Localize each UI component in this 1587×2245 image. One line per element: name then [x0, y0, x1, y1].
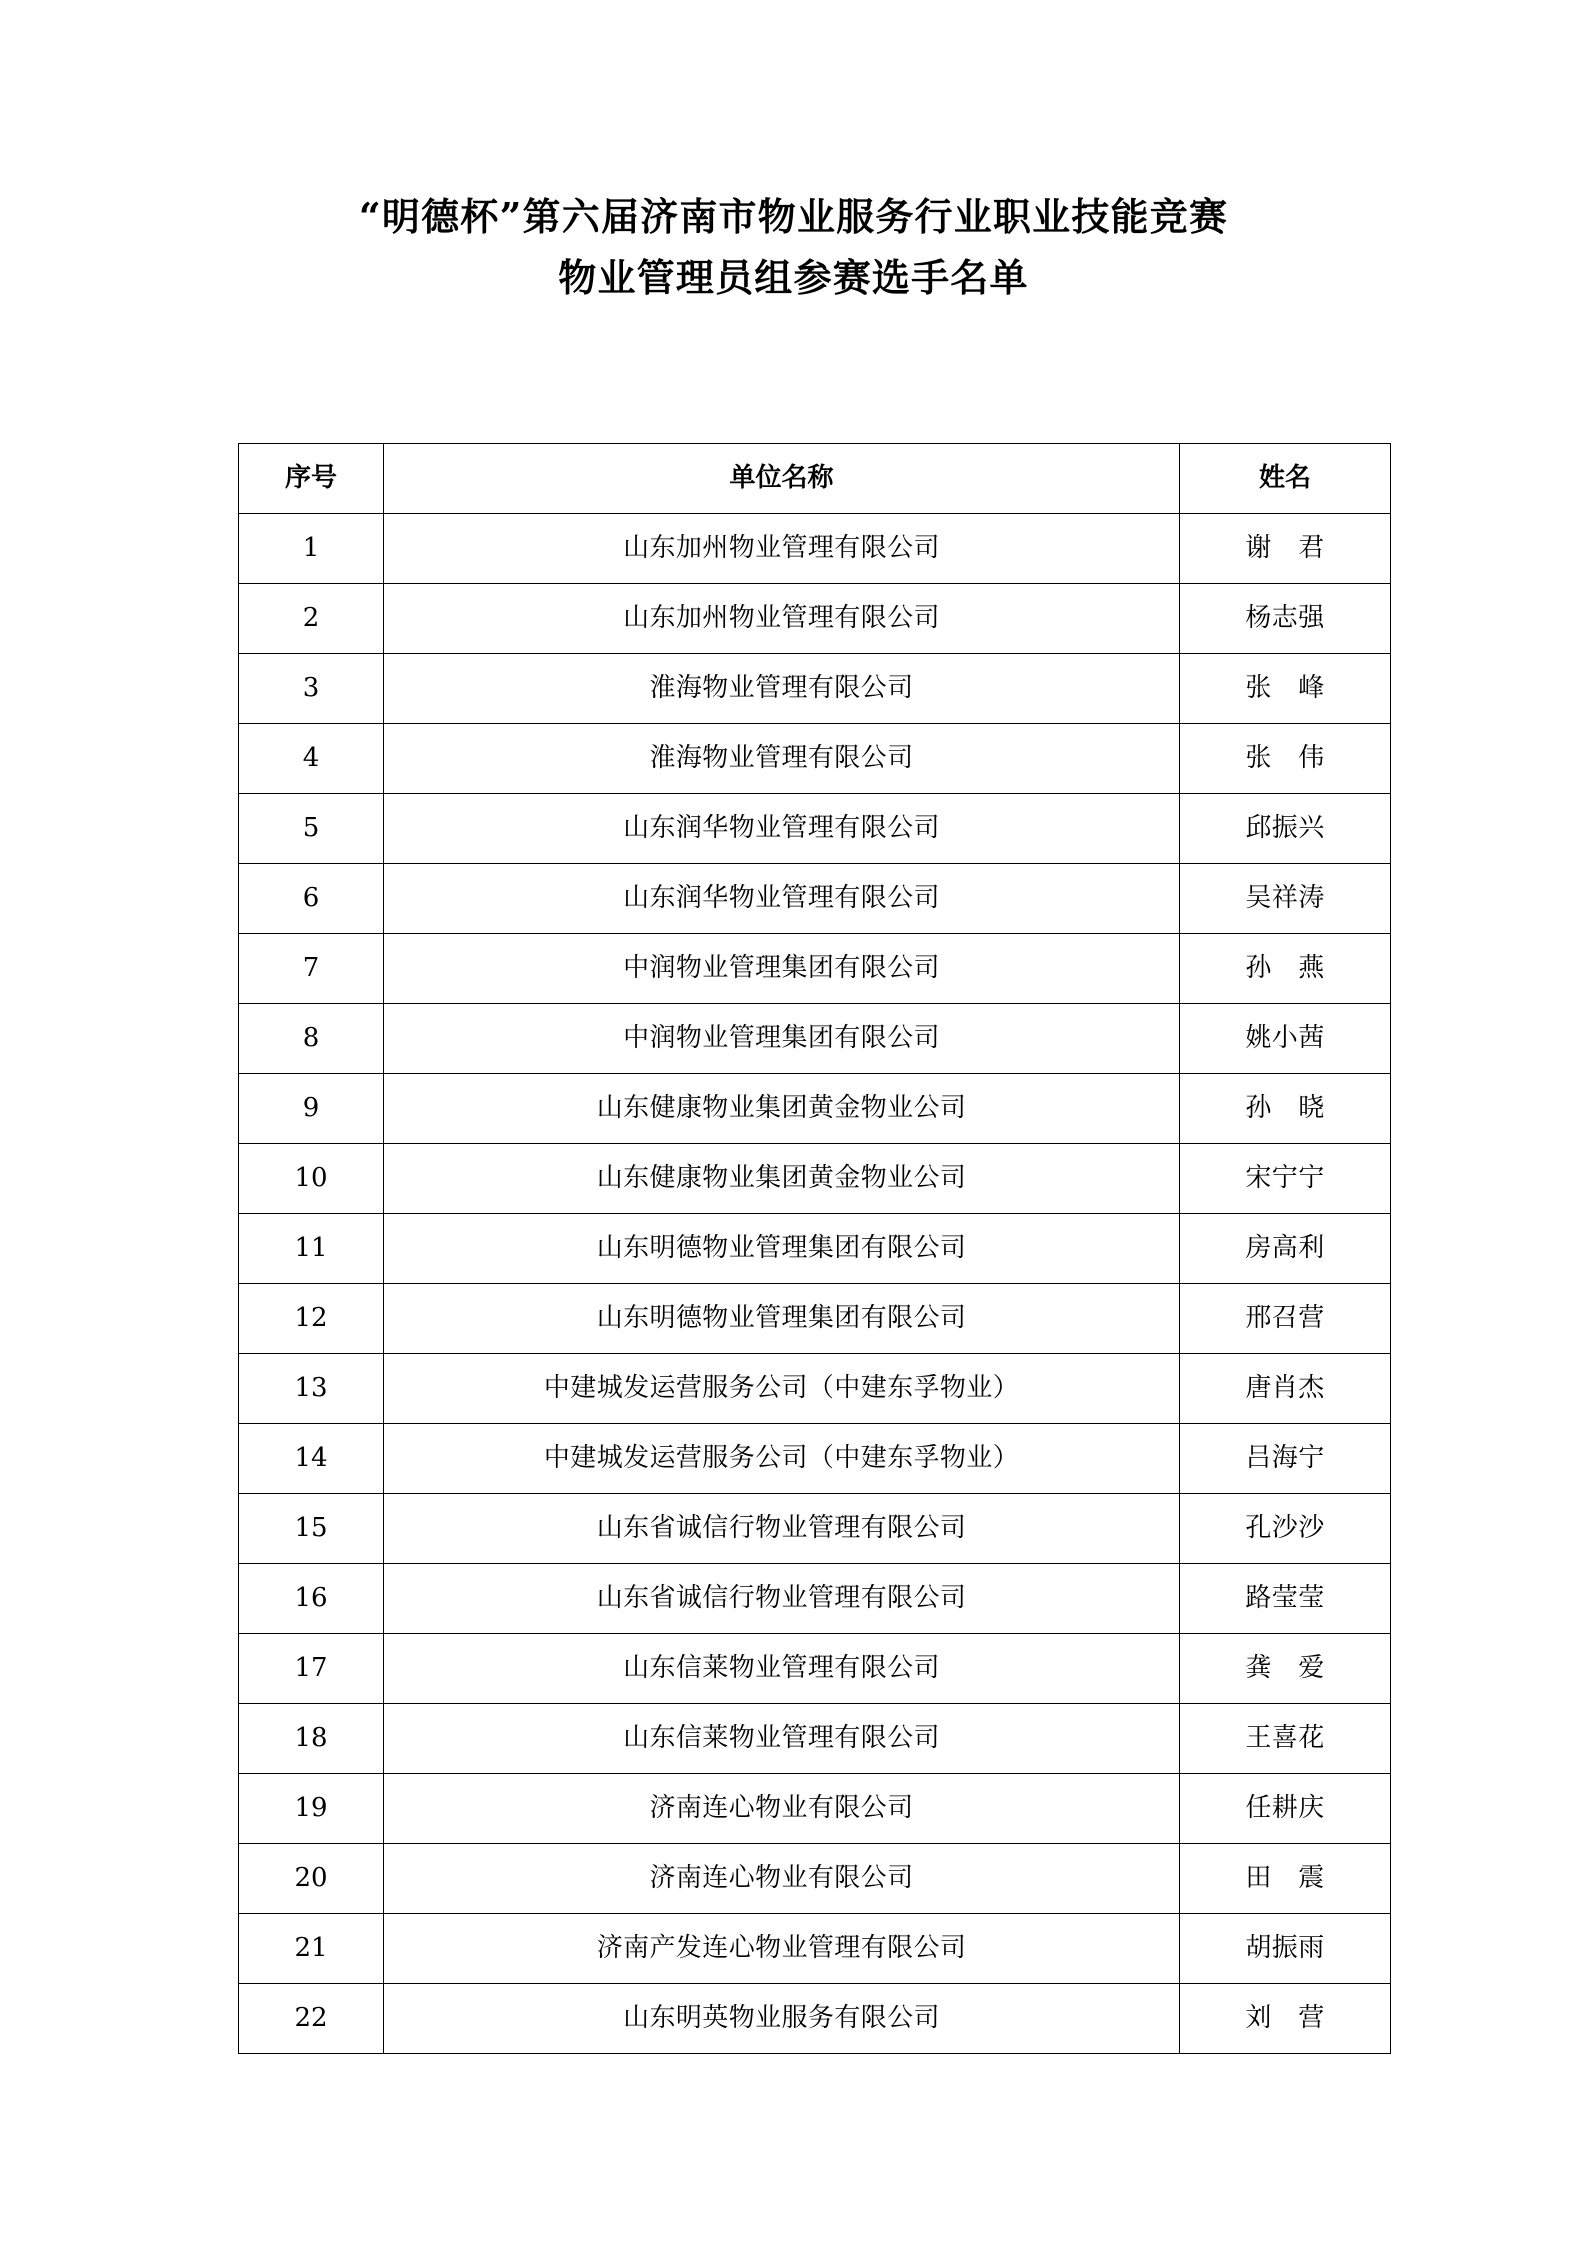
- cell-name: 孙 晓: [1180, 1074, 1391, 1144]
- table-row: [239, 1704, 1391, 1774]
- table-row: [239, 1634, 1391, 1704]
- cell-name: 田 震: [1180, 1844, 1391, 1914]
- cell-name: 王喜花: [1180, 1704, 1391, 1774]
- cell-index: 21: [239, 1914, 384, 1984]
- cell-unit: 济南连心物业有限公司: [384, 1844, 1180, 1914]
- cell-index: 4: [239, 724, 384, 794]
- table-row: [239, 1774, 1391, 1844]
- cell-index: 10: [239, 1144, 384, 1214]
- table-row: [239, 1004, 1391, 1074]
- cell-unit: 山东明德物业管理集团有限公司: [384, 1284, 1180, 1354]
- table-row: [239, 1844, 1391, 1914]
- cell-unit: 山东润华物业管理有限公司: [384, 794, 1180, 864]
- roster-table-body: [239, 514, 1391, 2054]
- cell-unit: 中润物业管理集团有限公司: [384, 1004, 1180, 1074]
- table-row: [239, 514, 1391, 584]
- cell-unit: 山东健康物业集团黄金物业公司: [384, 1074, 1180, 1144]
- cell-unit: 中建城发运营服务公司（中建东孚物业）: [384, 1424, 1180, 1494]
- cell-index: 17: [239, 1634, 384, 1704]
- cell-name: 邢召营: [1180, 1284, 1391, 1354]
- table-row: [239, 1214, 1391, 1284]
- cell-unit: 山东省诚信行物业管理有限公司: [384, 1494, 1180, 1564]
- table-row: [239, 1564, 1391, 1634]
- cell-name: 姚小茜: [1180, 1004, 1391, 1074]
- cell-index: 5: [239, 794, 384, 864]
- table-header-row: [239, 444, 1391, 514]
- cell-name: 宋宁宁: [1180, 1144, 1391, 1214]
- cell-index: 14: [239, 1424, 384, 1494]
- document-title-line-2: 物业管理员组参赛选手名单: [558, 255, 1029, 300]
- document-title-block: [0, 186, 1587, 308]
- table-row: [239, 864, 1391, 934]
- cell-index: 12: [239, 1284, 384, 1354]
- cell-index: 1: [239, 514, 384, 584]
- table-row: [239, 654, 1391, 724]
- cell-index: 11: [239, 1214, 384, 1284]
- table-row: [239, 1144, 1391, 1214]
- cell-unit: 中建城发运营服务公司（中建东孚物业）: [384, 1354, 1180, 1424]
- document-title-line-1: “明德杯”第六届济南市物业服务行业职业技能竞赛: [358, 194, 1229, 239]
- cell-index: 7: [239, 934, 384, 1004]
- cell-name: 唐肖杰: [1180, 1354, 1391, 1424]
- cell-index: 13: [239, 1354, 384, 1424]
- cell-index: 18: [239, 1704, 384, 1774]
- cell-unit: 山东信莱物业管理有限公司: [384, 1634, 1180, 1704]
- table-row: [239, 934, 1391, 1004]
- roster-table: [238, 443, 1391, 2054]
- cell-name: 邱振兴: [1180, 794, 1391, 864]
- table-row: [239, 1984, 1391, 2054]
- cell-unit: 山东省诚信行物业管理有限公司: [384, 1564, 1180, 1634]
- cell-name: 刘 营: [1180, 1984, 1391, 2054]
- table-row: [239, 794, 1391, 864]
- cell-unit: 山东加州物业管理有限公司: [384, 514, 1180, 584]
- cell-index: 8: [239, 1004, 384, 1074]
- cell-index: 2: [239, 584, 384, 654]
- cell-name: 张 峰: [1180, 654, 1391, 724]
- cell-name: 孔沙沙: [1180, 1494, 1391, 1564]
- table-row: [239, 1424, 1391, 1494]
- cell-unit: 济南连心物业有限公司: [384, 1774, 1180, 1844]
- cell-name: 房高利: [1180, 1214, 1391, 1284]
- cell-name: 胡振雨: [1180, 1914, 1391, 1984]
- table-row: [239, 1494, 1391, 1564]
- table-row: [239, 1074, 1391, 1144]
- cell-name: 谢 君: [1180, 514, 1391, 584]
- cell-unit: 山东明英物业服务有限公司: [384, 1984, 1180, 2054]
- cell-name: 吕海宁: [1180, 1424, 1391, 1494]
- column-header-index: 序号: [239, 444, 384, 514]
- cell-index: 19: [239, 1774, 384, 1844]
- cell-unit: 山东健康物业集团黄金物业公司: [384, 1144, 1180, 1214]
- cell-index: 9: [239, 1074, 384, 1144]
- cell-name: 任耕庆: [1180, 1774, 1391, 1844]
- column-header-name: 姓名: [1180, 444, 1391, 514]
- table-row: [239, 1914, 1391, 1984]
- cell-name: 杨志强: [1180, 584, 1391, 654]
- cell-name: 张 伟: [1180, 724, 1391, 794]
- cell-unit: 淮海物业管理有限公司: [384, 724, 1180, 794]
- cell-index: 15: [239, 1494, 384, 1564]
- cell-unit: 山东加州物业管理有限公司: [384, 584, 1180, 654]
- roster-table-head: [239, 444, 1391, 514]
- cell-index: 20: [239, 1844, 384, 1914]
- cell-unit: 山东明德物业管理集团有限公司: [384, 1214, 1180, 1284]
- cell-unit: 淮海物业管理有限公司: [384, 654, 1180, 724]
- cell-name: 吴祥涛: [1180, 864, 1391, 934]
- cell-unit: 山东润华物业管理有限公司: [384, 864, 1180, 934]
- table-row: [239, 724, 1391, 794]
- cell-name: 龚 爱: [1180, 1634, 1391, 1704]
- cell-index: 3: [239, 654, 384, 724]
- table-row: [239, 1284, 1391, 1354]
- column-header-unit: 单位名称: [384, 444, 1180, 514]
- cell-index: 6: [239, 864, 384, 934]
- roster-table-container: [238, 443, 1390, 2054]
- cell-name: 孙 燕: [1180, 934, 1391, 1004]
- table-row: [239, 584, 1391, 654]
- cell-unit: 中润物业管理集团有限公司: [384, 934, 1180, 1004]
- cell-name: 路莹莹: [1180, 1564, 1391, 1634]
- cell-index: 16: [239, 1564, 384, 1634]
- table-row: [239, 1354, 1391, 1424]
- cell-index: 22: [239, 1984, 384, 2054]
- cell-unit: 山东信莱物业管理有限公司: [384, 1704, 1180, 1774]
- cell-unit: 济南产发连心物业管理有限公司: [384, 1914, 1180, 1984]
